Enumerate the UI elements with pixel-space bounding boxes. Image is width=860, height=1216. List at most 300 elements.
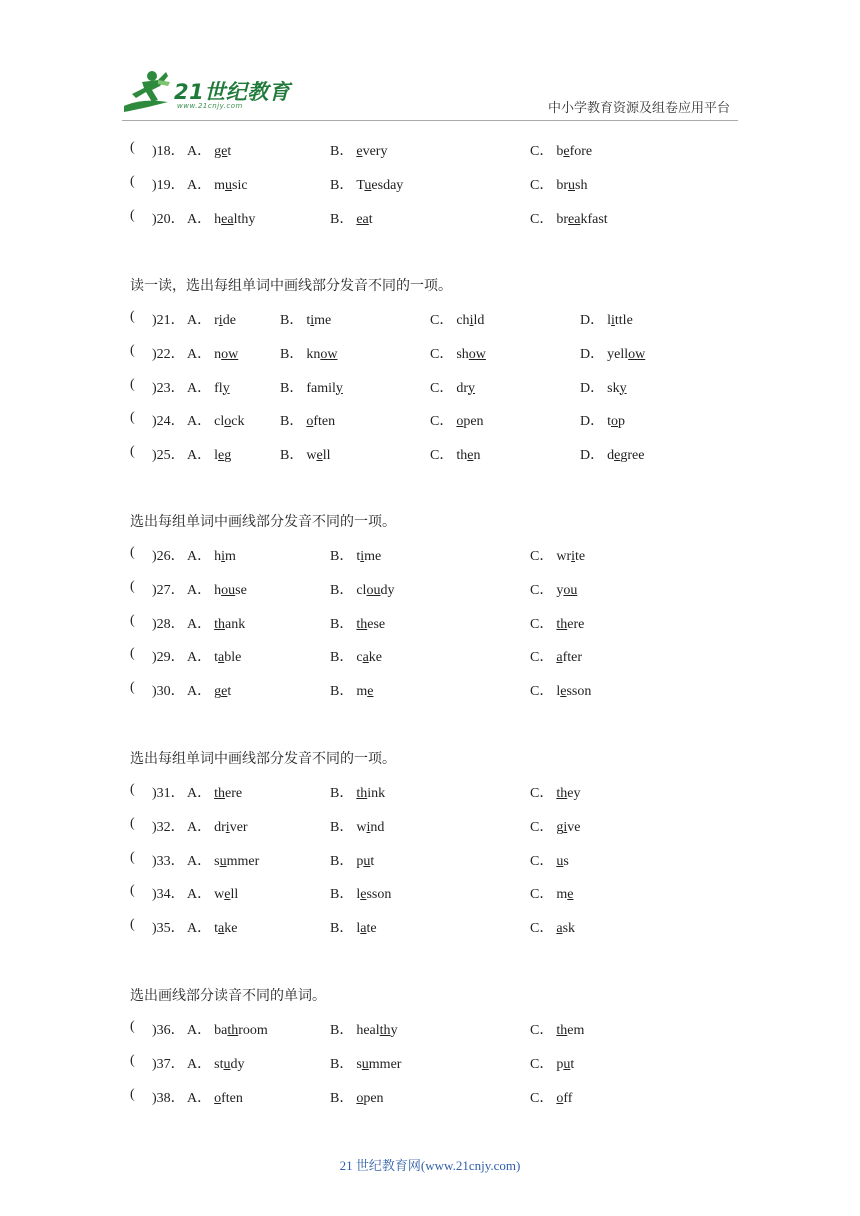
option-letter: C．: [530, 144, 554, 159]
option-letter: A．: [187, 448, 212, 464]
question-number: )38．: [152, 1090, 185, 1106]
word-suffix: m: [225, 549, 236, 564]
option-word: [214, 212, 255, 227]
option: [187, 377, 230, 397]
word-suffix: fter: [562, 650, 582, 666]
option: [187, 410, 244, 430]
option-word: [214, 347, 238, 362]
word-prefix: g: [556, 819, 564, 835]
word-suffix: ke: [224, 921, 238, 937]
option: [430, 309, 484, 329]
option-letter: B．: [330, 887, 354, 903]
question-number: )21．: [152, 313, 185, 328]
option: [187, 444, 231, 464]
option: [530, 680, 591, 700]
option-word: [556, 583, 577, 598]
answer-blank[interactable]: (: [130, 140, 135, 155]
word-prefix: cl: [214, 414, 225, 430]
answer-blank[interactable]: (: [130, 917, 135, 933]
option: [530, 140, 592, 160]
answer-blank[interactable]: (: [130, 342, 135, 358]
question-number: )23．: [152, 380, 185, 396]
question-number: )24．: [152, 414, 185, 430]
word-underlined-part: o: [356, 1090, 364, 1106]
option: [187, 680, 231, 700]
word-suffix: ttle: [614, 313, 633, 328]
runner-logo-icon: [122, 68, 174, 116]
header-divider: [122, 120, 738, 121]
word-prefix: sk: [607, 380, 620, 396]
option-letter: B．: [330, 819, 354, 835]
logo-text: 21世纪教育: [174, 80, 291, 104]
option: [330, 1019, 398, 1039]
answer-blank[interactable]: (: [130, 782, 135, 797]
word-underlined-part: e: [224, 887, 231, 903]
word-suffix: ck: [231, 414, 245, 430]
option-word: [306, 381, 343, 396]
word-prefix: c: [356, 650, 363, 666]
word-prefix: h: [214, 582, 222, 598]
question-number: )22．: [152, 346, 185, 362]
option: [530, 1087, 572, 1107]
option: [330, 646, 382, 666]
word-prefix: dr: [214, 819, 226, 835]
word-underlined-part: a: [218, 921, 225, 937]
word-suffix: ff: [563, 1090, 573, 1106]
word-suffix: em: [567, 1023, 585, 1038]
option: [430, 410, 484, 430]
answer-blank[interactable]: (: [130, 680, 135, 696]
option-word: [356, 1091, 383, 1106]
section-title: 选出每组单词中画线部分发音不同的一项。: [130, 515, 396, 530]
word-suffix: ver: [229, 819, 248, 835]
word-underlined-part: u: [364, 177, 372, 193]
question-number: )37．: [152, 1056, 185, 1072]
word-underlined-part: e: [567, 887, 574, 903]
option-letter: B．: [330, 549, 354, 564]
word-suffix: sk: [562, 921, 576, 937]
word-prefix: kn: [306, 346, 321, 362]
word-prefix: b: [556, 144, 564, 159]
option-letter: C．: [530, 582, 554, 598]
option: [330, 850, 374, 870]
option-letter: A．: [187, 650, 212, 666]
word-underlined-part: o: [306, 414, 314, 430]
footer-text: 21 世纪教育网(www.21cnjy.com): [339, 1158, 521, 1173]
option-letter: B．: [280, 414, 304, 430]
answer-blank[interactable]: (: [130, 612, 135, 628]
word-suffix: y: [390, 1023, 398, 1038]
word-suffix: t: [570, 1056, 575, 1072]
option-word: [356, 178, 403, 193]
option-letter: A．: [187, 1056, 212, 1072]
word-underlined-part: u: [363, 853, 371, 869]
option-word: [456, 448, 480, 463]
option-letter: A．: [187, 921, 212, 937]
option: [187, 782, 242, 802]
option-word: [356, 650, 382, 665]
option: [187, 309, 236, 329]
word-underlined-part: e: [356, 144, 363, 159]
option-word: [214, 381, 230, 396]
option: [530, 782, 580, 802]
option: [330, 208, 373, 228]
option-word: [306, 313, 331, 328]
word-suffix: t: [227, 684, 232, 700]
option-letter: A．: [187, 786, 212, 801]
word-underlined-part: o: [556, 1090, 564, 1106]
word-suffix: sson: [366, 887, 392, 903]
option: [580, 377, 627, 397]
option-letter: A．: [187, 819, 212, 835]
word-suffix: ere: [567, 616, 585, 632]
word-suffix: nd: [370, 819, 385, 835]
section-title: 选出每组单词中画线部分发音不同的一项。: [130, 752, 396, 767]
word-suffix: t: [370, 853, 375, 869]
word-suffix: sic: [232, 177, 248, 193]
option-word: [356, 684, 373, 699]
word-suffix: ble: [224, 650, 242, 666]
option-word: [356, 549, 381, 564]
word-underlined-part: th: [356, 786, 368, 801]
question-number: )27．: [152, 582, 185, 598]
option-word: [556, 854, 568, 869]
option-word: [356, 887, 391, 902]
word-prefix: t: [214, 650, 219, 666]
word-prefix: d: [607, 448, 615, 464]
logo-url: www.21cnjy.com: [177, 102, 243, 110]
option-letter: A．: [187, 380, 212, 396]
option-letter: A．: [187, 313, 212, 328]
word-suffix: ese: [367, 616, 386, 632]
word-underlined-part: th: [379, 1023, 391, 1038]
word-prefix: p: [556, 1056, 564, 1072]
word-prefix: heal: [356, 1023, 380, 1038]
answer-blank[interactable]: (: [130, 207, 135, 223]
option-letter: C．: [530, 1023, 554, 1038]
option: [330, 545, 381, 565]
option-word: [356, 786, 385, 801]
question-number: )29．: [152, 650, 185, 666]
answer-blank[interactable]: (: [130, 849, 135, 865]
word-prefix: l: [356, 921, 361, 937]
option-letter: B．: [330, 582, 354, 598]
option-word: [356, 921, 376, 936]
word-underlined-part: ow: [221, 346, 239, 362]
option-word: [214, 1023, 268, 1038]
word-underlined-part: th: [214, 786, 226, 801]
word-underlined-part: e: [614, 448, 621, 464]
word-underlined-part: u: [361, 1056, 369, 1072]
word-underlined-part: i: [225, 819, 230, 835]
word-underlined-part: u: [223, 1056, 231, 1072]
word-suffix: se: [235, 582, 247, 598]
word-prefix: cl: [356, 582, 367, 598]
word-underlined-part: e: [560, 684, 567, 700]
option-word: [214, 144, 231, 159]
word-prefix: l: [607, 313, 612, 328]
word-prefix: th: [456, 448, 468, 464]
question-number: )26．: [152, 549, 185, 564]
option-word: [356, 583, 394, 598]
word-suffix: sh: [575, 177, 588, 193]
header-logo: [122, 68, 292, 116]
word-underlined-part: a: [218, 650, 225, 666]
word-underlined-part: y: [468, 380, 476, 396]
option: [330, 782, 385, 802]
option: [330, 140, 387, 160]
word-suffix: t: [368, 211, 373, 227]
option-letter: B．: [330, 650, 354, 666]
option-letter: C．: [530, 549, 554, 564]
option-word: [214, 448, 231, 463]
answer-blank[interactable]: (: [130, 1019, 135, 1034]
word-prefix: t: [356, 549, 361, 564]
option-word: [556, 921, 575, 936]
option-letter: B．: [330, 616, 354, 632]
word-suffix: ey: [567, 786, 581, 801]
word-prefix: yell: [607, 346, 629, 362]
answer-blank[interactable]: (: [130, 376, 135, 392]
option-letter: D．: [580, 414, 605, 430]
option: [187, 579, 247, 599]
word-prefix: l: [214, 448, 219, 464]
word-prefix: ch: [456, 313, 470, 328]
option-word: [214, 786, 242, 801]
word-suffix: n: [473, 448, 481, 464]
answer-blank[interactable]: (: [130, 545, 135, 560]
platform-title: 中小学教育资源及组卷应用平台: [547, 100, 730, 115]
option-letter: C．: [530, 684, 554, 700]
word-prefix: m: [356, 684, 368, 700]
question-number: )31．: [152, 786, 185, 801]
answer-blank[interactable]: (: [130, 646, 135, 662]
word-suffix: me: [364, 549, 382, 564]
option-letter: C．: [530, 211, 554, 227]
section-title: 读一读，选出每组单词中画线部分发音不同的一项。: [130, 279, 452, 294]
word-underlined-part: i: [366, 819, 371, 835]
word-suffix: very: [362, 144, 388, 159]
option: [530, 850, 569, 870]
option-word: [214, 887, 238, 902]
word-suffix: dy: [380, 582, 395, 598]
option-letter: C．: [530, 786, 554, 801]
option-word: [456, 347, 486, 362]
word-underlined-part: i: [310, 313, 315, 328]
word-prefix: h: [214, 549, 222, 564]
option-word: [356, 820, 384, 835]
option: [330, 613, 385, 633]
word-underlined-part: u: [225, 177, 233, 193]
word-prefix: wr: [556, 549, 572, 564]
option-word: [556, 820, 580, 835]
option-word: [214, 549, 236, 564]
word-prefix: l: [356, 887, 361, 903]
question-number: )36．: [152, 1023, 185, 1038]
word-prefix: r: [214, 313, 219, 328]
option: [530, 917, 575, 937]
word-underlined-part: e: [360, 887, 367, 903]
option-word: [556, 549, 585, 564]
option-letter: B．: [330, 1056, 354, 1072]
option-letter: A．: [187, 1023, 212, 1038]
option-word: [607, 448, 644, 463]
option: [330, 680, 373, 700]
option-letter: C．: [530, 1056, 554, 1072]
word-underlined-part: o: [456, 414, 464, 430]
option: [187, 646, 241, 666]
word-prefix: l: [556, 684, 561, 700]
option-word: [356, 854, 374, 869]
word-prefix: t: [306, 313, 311, 328]
word-underlined-part: y: [619, 380, 627, 396]
answer-blank[interactable]: (: [130, 1086, 135, 1102]
option: [280, 410, 335, 430]
word-prefix: p: [356, 853, 364, 869]
option-letter: B．: [330, 853, 354, 869]
word-underlined-part: ow: [320, 346, 338, 362]
option-letter: C．: [430, 414, 454, 430]
option-letter: B．: [280, 346, 304, 362]
option-letter: B．: [280, 448, 304, 464]
word-suffix: mmer: [226, 853, 260, 869]
word-suffix: s: [563, 853, 569, 869]
word-prefix: sh: [456, 346, 469, 362]
question-number: )28．: [152, 616, 185, 632]
word-underlined-part: ow: [468, 346, 486, 362]
question-number: )18．: [152, 144, 185, 159]
option: [530, 1053, 574, 1073]
option-word: [556, 786, 580, 801]
option-letter: C．: [530, 1090, 554, 1106]
answer-blank[interactable]: (: [130, 883, 135, 899]
word-prefix: br: [556, 211, 569, 227]
answer-blank[interactable]: (: [130, 1052, 135, 1068]
option-letter: C．: [530, 650, 554, 666]
option: [530, 545, 585, 565]
option: [187, 140, 231, 160]
option: [330, 917, 377, 937]
option-letter: B．: [280, 313, 304, 328]
word-prefix: ba: [214, 1023, 228, 1038]
option-word: [214, 854, 259, 869]
option-letter: A．: [187, 346, 212, 362]
option-word: [214, 1091, 243, 1106]
option-word: [214, 583, 247, 598]
word-prefix: h: [214, 211, 222, 227]
word-suffix: room: [238, 1023, 268, 1038]
question-number: )20．: [152, 211, 185, 227]
option: [530, 579, 577, 599]
word-underlined-part: a: [556, 650, 563, 666]
word-suffix: gree: [620, 448, 645, 464]
answer-blank[interactable]: (: [130, 444, 135, 460]
question-number: )32．: [152, 819, 185, 835]
word-suffix: ank: [225, 616, 246, 632]
word-suffix: kfast: [580, 211, 608, 227]
word-underlined-part: ou: [366, 582, 381, 598]
option-letter: D．: [580, 380, 605, 396]
word-underlined-part: e: [221, 684, 228, 700]
question-number: )30．: [152, 684, 185, 700]
question-number: )33．: [152, 853, 185, 869]
answer-blank[interactable]: (: [130, 173, 135, 189]
word-underlined-part: i: [221, 549, 226, 564]
option: [530, 613, 584, 633]
word-suffix: de: [222, 313, 236, 328]
option: [330, 1087, 384, 1107]
option-word: [306, 448, 330, 463]
word-suffix: ink: [367, 786, 386, 801]
option-word: [214, 313, 236, 328]
option: [530, 1019, 584, 1039]
option-word: [556, 1057, 574, 1072]
option-letter: A．: [187, 211, 212, 227]
word-prefix: w: [306, 448, 317, 464]
option-letter: B．: [280, 380, 304, 396]
option-letter: B．: [330, 1023, 354, 1038]
word-underlined-part: e: [218, 448, 225, 464]
section-title: 选出画线部分读音不同的单词。: [130, 989, 326, 1004]
answer-blank[interactable]: (: [130, 578, 135, 594]
option-letter: A．: [187, 144, 212, 159]
word-underlined-part: o: [214, 1090, 222, 1106]
option-word: [306, 347, 337, 362]
word-prefix: g: [214, 684, 222, 700]
word-suffix: g: [224, 448, 232, 464]
option: [187, 174, 248, 194]
word-suffix: ll: [230, 887, 239, 903]
option: [580, 343, 645, 363]
option-letter: C．: [430, 313, 454, 328]
option-word: [556, 212, 607, 227]
word-underlined-part: th: [556, 786, 568, 801]
option: [330, 174, 403, 194]
answer-blank[interactable]: (: [130, 309, 135, 324]
option-letter: A．: [187, 177, 212, 193]
word-prefix: dr: [456, 380, 469, 396]
word-underlined-part: th: [356, 616, 368, 632]
word-prefix: n: [214, 346, 222, 362]
word-underlined-part: i: [611, 313, 615, 328]
option-letter: D．: [580, 313, 605, 328]
option-letter: A．: [187, 887, 212, 903]
word-underlined-part: e: [367, 684, 374, 700]
word-suffix: ere: [225, 786, 243, 801]
option-letter: B．: [330, 211, 354, 227]
option-letter: A．: [187, 582, 212, 598]
word-prefix: st: [214, 1056, 224, 1072]
word-suffix: te: [575, 549, 586, 564]
word-prefix: y: [556, 582, 564, 598]
option-letter: B．: [330, 177, 354, 193]
option-letter: B．: [330, 1090, 354, 1106]
word-suffix: sson: [566, 684, 592, 700]
option-word: [306, 414, 335, 429]
option-letter: A．: [187, 616, 212, 632]
option: [430, 343, 486, 363]
word-suffix: dy: [230, 1056, 245, 1072]
word-suffix: ve: [567, 819, 581, 835]
option-letter: C．: [430, 448, 454, 464]
word-underlined-part: y: [335, 380, 343, 396]
option-letter: C．: [530, 887, 554, 903]
word-suffix: lthy: [233, 211, 256, 227]
option: [187, 545, 236, 565]
option: [187, 1019, 268, 1039]
answer-blank[interactable]: (: [130, 410, 135, 426]
answer-blank[interactable]: (: [130, 815, 135, 831]
